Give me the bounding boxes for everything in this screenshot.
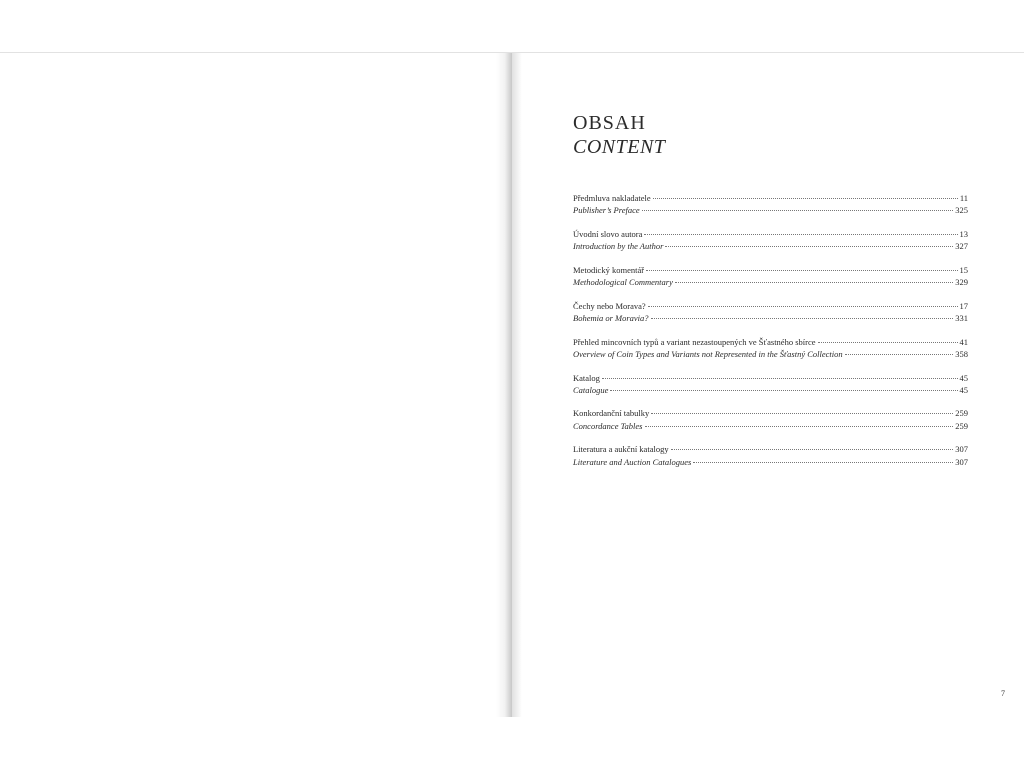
toc-title: Methodological Commentary	[573, 277, 673, 288]
toc-title: Overview of Coin Types and Variants not Represented in the Šťastný Collection	[573, 348, 843, 359]
toc-row-english[interactable]	[573, 384, 968, 396]
dot-leader	[644, 226, 957, 235]
toc-row-english[interactable]	[573, 276, 968, 288]
toc-row-english[interactable]	[573, 420, 968, 432]
toc-page: 259	[955, 408, 968, 419]
toc-page: 325	[955, 205, 968, 216]
toc-page: 11	[959, 193, 968, 203]
left-page	[0, 53, 512, 717]
toc-entry	[573, 300, 968, 324]
toc-title: Concordance Tables	[573, 420, 643, 431]
dot-leader	[610, 382, 957, 391]
toc-entry	[573, 407, 968, 431]
toc-entry	[573, 372, 968, 396]
toc-page: 331	[955, 312, 968, 323]
toc-title: Literatura a aukční katalogy	[573, 444, 669, 455]
gutter-shadow	[496, 53, 512, 717]
toc-page: 307	[955, 444, 968, 455]
toc-title: Introduction by the Author	[573, 241, 664, 252]
toc-title: Metodický komentář	[573, 264, 645, 275]
heading-english: CONTENT	[573, 136, 666, 158]
toc-row-english[interactable]	[573, 456, 968, 468]
dot-leader	[642, 202, 954, 211]
toc-title: Úvodní slovo autora	[573, 228, 643, 239]
gutter-shadow-inner	[512, 53, 522, 717]
dot-leader	[651, 310, 954, 319]
heading-czech: OBSAH	[573, 112, 646, 134]
dot-leader	[818, 334, 958, 343]
toc-page: 327	[955, 241, 968, 252]
toc-entry	[573, 228, 968, 252]
toc-row-english[interactable]	[573, 312, 968, 324]
dot-leader	[646, 262, 957, 271]
toc-title: Konkordanční tabulky	[573, 408, 650, 419]
dot-leader	[675, 274, 953, 283]
toc-title: Předmluva nakladatele	[573, 193, 651, 203]
dot-leader	[665, 238, 953, 247]
dot-leader	[671, 441, 954, 450]
page-number: 7	[1001, 689, 1005, 698]
toc-page: 358	[955, 348, 968, 359]
toc-page: 259	[955, 420, 968, 431]
toc-page: 41	[959, 336, 968, 347]
dot-leader	[651, 405, 953, 414]
toc-title: Literature and Auction Catalogues	[573, 456, 692, 467]
toc-page: 15	[959, 264, 968, 275]
dot-leader	[648, 298, 958, 307]
toc-title: Čechy nebo Morava?	[573, 300, 646, 311]
right-page	[512, 53, 1024, 717]
page-heading	[573, 111, 665, 159]
toc-title: Publisher’s Preface	[573, 205, 640, 216]
toc-page: 17	[959, 300, 968, 311]
toc-page: 45	[959, 372, 968, 383]
toc-row-english[interactable]	[573, 204, 968, 216]
toc-title: Katalog	[573, 372, 600, 383]
toc-entry	[573, 264, 968, 288]
toc-title: Catalogue	[573, 384, 609, 395]
dot-leader	[845, 346, 954, 355]
book-spread	[0, 52, 1024, 717]
toc-title: Bohemia or Moravia?	[573, 312, 649, 323]
toc-page: 45	[959, 384, 968, 395]
toc-row-english[interactable]	[573, 240, 968, 252]
toc-entry	[573, 336, 968, 360]
toc-page: 329	[955, 277, 968, 288]
toc-entry	[573, 443, 968, 467]
toc-page: 307	[955, 456, 968, 467]
dot-leader	[653, 190, 958, 199]
toc-entry	[573, 192, 968, 216]
dot-leader	[602, 370, 958, 379]
toc-row-english[interactable]	[573, 348, 968, 360]
dot-leader	[693, 454, 953, 463]
dot-leader	[645, 418, 954, 427]
toc-page: 13	[959, 228, 968, 239]
table-of-contents	[573, 192, 968, 479]
toc-title: Přehled mincovních typů a variant nezastoupených ve Šťastného sbírce	[573, 336, 816, 347]
